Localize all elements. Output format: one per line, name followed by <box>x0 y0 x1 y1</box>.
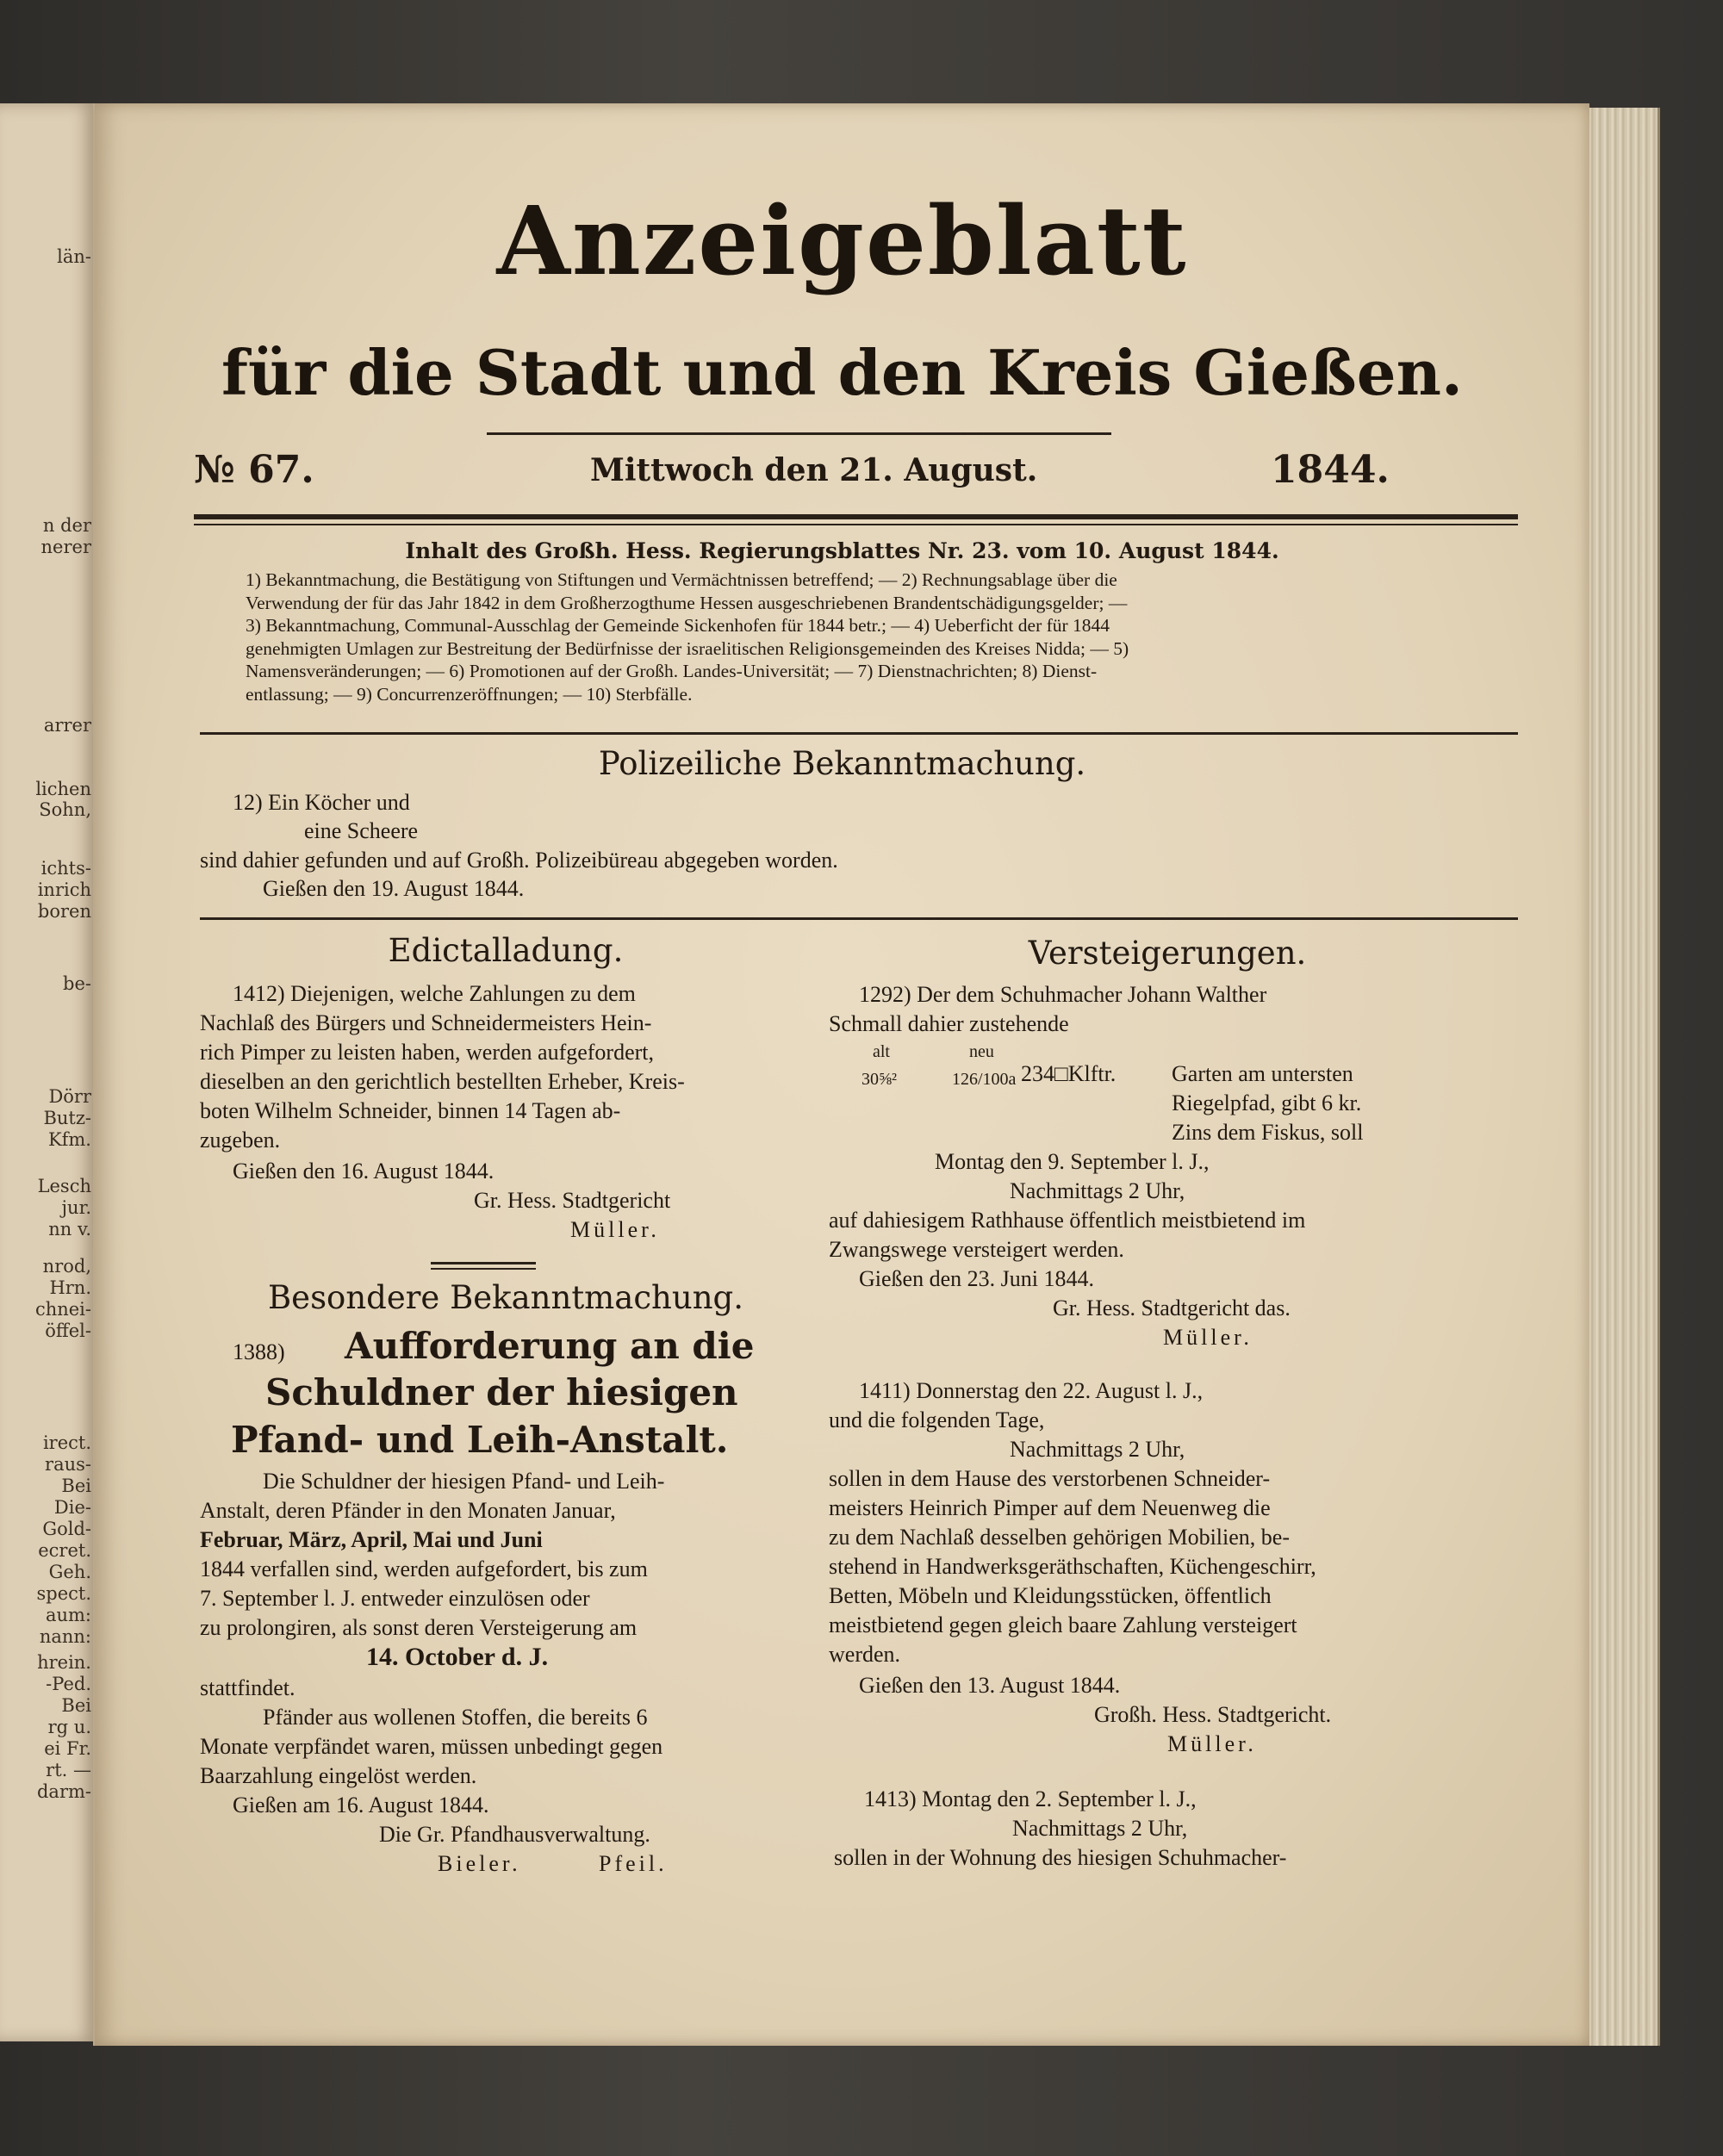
special-line: 1844 verfallen sind, werden aufgefordert, bis zum <box>200 1556 648 1581</box>
left-fragment: Bei <box>61 1695 91 1716</box>
special-line: 14. October d. J. <box>366 1643 549 1671</box>
contents-body <box>246 569 1519 705</box>
auction-line: sollen in der Wohnung des hiesigen Schuhmacher- <box>834 1845 1287 1870</box>
left-fragment: nrod, <box>42 1256 91 1277</box>
contents-line: genehmigten Umlagen zur Bestreitung der Bedürfnisse der israelitischen Religionsgemeinden des Kreises Nidda; — 5) <box>246 637 1129 659</box>
special-title-line: Pfand- und Leih-Anstalt. <box>231 1419 729 1461</box>
masthead-rule-thick <box>194 514 1518 519</box>
left-fragment: inrich <box>37 879 91 900</box>
left-fragment: Kfm. <box>47 1129 91 1150</box>
left-fragment: Hrn. <box>49 1277 91 1298</box>
left-fragment: hrein. <box>37 1652 91 1673</box>
left-fragment: Dörr <box>48 1086 91 1107</box>
police-line: eine Scheere <box>304 818 419 843</box>
auction-line: Montag den 9. September l. J., <box>935 1149 1210 1174</box>
auction-line: Gießen den 23. Juni 1844. <box>859 1266 1094 1291</box>
auction-col-label: alt <box>873 1042 890 1061</box>
issue-year: 1844. <box>1271 448 1390 492</box>
left-fragment: chnei- <box>34 1299 91 1320</box>
left-fragment: Butz- <box>43 1108 91 1128</box>
auction-line: Großh. Hess. Stadtgericht. <box>1094 1702 1332 1727</box>
left-fragment: aum: <box>45 1605 91 1625</box>
left-fragment: nn v. <box>48 1219 91 1240</box>
masthead-rule-thin <box>194 524 1518 525</box>
left-fragment: Sohn, <box>39 799 91 820</box>
special-signature: Bieler. <box>438 1851 521 1876</box>
auction-line: Gr. Hess. Stadtgericht das. <box>1053 1295 1291 1320</box>
left-fragment: Bei <box>61 1476 91 1496</box>
auction-line: Betten, Möbeln und Kleidungsstücken, öffentlich <box>829 1583 1272 1608</box>
special-line: 7. September l. J. entweder einzulösen oder <box>200 1586 590 1611</box>
special-line: Anstalt, deren Pfänder in den Monaten Januar, <box>200 1498 616 1523</box>
edictal-line: Nachlaß des Bürgers und Schneidermeisters Hein- <box>200 1010 652 1035</box>
auction-line: auf dahiesigem Rathhause öffentlich meistbietend im <box>829 1208 1306 1233</box>
police-line: 12) Ein Köcher und <box>233 790 410 815</box>
auction-line: stehend in Handwerksgeräthschaften, Küchengeschirr, <box>829 1554 1316 1579</box>
auction-line: Gießen den 13. August 1844. <box>859 1673 1121 1698</box>
left-fragment: ecret. <box>38 1540 91 1561</box>
newspaper-title: Anzeigeblatt <box>496 185 1188 296</box>
special-heading: Besondere Bekanntmachung. <box>267 1279 743 1316</box>
auction-line: 1411) Donnerstag den 22. August l. J., <box>859 1378 1204 1403</box>
contents-line: Verwendung der für das Jahr 1842 in dem Großherzogthume Hessen ausgeschriebenen Brandentschädigungsgelder; — <box>246 592 1128 613</box>
edictal-line: Gießen den 16. August 1844. <box>233 1159 495 1184</box>
auction-line: Garten am untersten <box>1172 1061 1353 1086</box>
auction-line: Zins dem Fiskus, soll <box>1172 1120 1364 1145</box>
special-line: zu prolongiren, als sonst deren Versteigerung am <box>200 1615 638 1640</box>
auction-measure: 234□Klftr. <box>1021 1061 1117 1086</box>
edictal-signature: Müller. <box>570 1217 660 1242</box>
edictal-line: boten Wilhelm Schneider, binnen 14 Tagen ab- <box>200 1098 621 1123</box>
auction-line: Nachmittags 2 Uhr, <box>1010 1178 1185 1203</box>
newspaper-page <box>93 103 1589 2046</box>
police-line: sind dahier gefunden und auf Großh. Polizeibüreau abgegeben worden. <box>200 848 838 873</box>
left-fragment: nann: <box>39 1626 91 1647</box>
edictal-line: zugeben. <box>200 1128 281 1153</box>
special-line: Februar, März, April, Mai und Juni <box>200 1527 543 1552</box>
column-divider <box>431 1262 536 1264</box>
auction-line: und die folgenden Tage, <box>829 1407 1045 1432</box>
contents-line: 3) Bekanntmachung, Communal-Ausschlag der Gemeinde Sickenhofen für 1844 betr.; — 4) Ueberficht der für 1844 <box>246 615 1110 636</box>
auction-line: 1292) Der dem Schuhmacher Johann Walther <box>859 982 1267 1007</box>
left-fragment: ichts- <box>40 858 91 879</box>
special-number: 1388) <box>233 1339 285 1364</box>
auction-signature: Müller. <box>1163 1325 1253 1350</box>
newspaper-subtitle: für die Stadt und den Kreis Gießen. <box>221 336 1463 409</box>
contents-line: Namensveränderungen; — 6) Promotionen auf der Großh. Landes-Universität; — 7) Dienstnachrichten; 8) Dienst- <box>246 661 1098 681</box>
auction-line: zu dem Nachlaß desselben gehörigen Mobilien, be- <box>829 1525 1290 1550</box>
special-line: Baarzahlung eingelöst werden. <box>200 1763 477 1788</box>
edictal-heading: Edictalladung. <box>388 932 624 969</box>
auction-line: werden. <box>829 1642 901 1667</box>
auction-signature: Müller. <box>1167 1731 1257 1756</box>
left-fragment: raus- <box>45 1454 91 1475</box>
left-fragment: darm- <box>36 1781 91 1802</box>
police-rule <box>200 917 1518 920</box>
auction-measure-new: 126/100a <box>952 1070 1017 1089</box>
police-line: Gießen den 19. August 1844. <box>263 876 525 901</box>
left-fragment: ei Fr. <box>44 1738 91 1759</box>
left-fragment: Die- <box>53 1497 91 1518</box>
auction-line: meisters Heinrich Pimper auf dem Neuenweg die <box>829 1495 1271 1520</box>
issue-date: Mittwoch den 21. August. <box>590 452 1038 488</box>
special-signature: Pfeil. <box>599 1851 668 1876</box>
edictal-line: Gr. Hess. Stadtgericht <box>474 1188 671 1213</box>
edictal-line: rich Pimper zu leisten haben, werden aufgefordert, <box>200 1040 655 1065</box>
left-fragment: lichen <box>35 779 91 799</box>
police-notice-heading: Polizeiliche Bekanntmachung. <box>598 745 1086 782</box>
left-fragment: Geh. <box>48 1562 91 1582</box>
left-fragment: spect. <box>36 1583 91 1604</box>
masthead-divider <box>487 432 1111 435</box>
special-line: Die Schuldner der hiesigen Pfand- und Leih- <box>263 1469 665 1494</box>
left-fragment: jur. <box>61 1197 91 1218</box>
left-facing-page <box>0 103 99 2041</box>
special-line: Pfänder aus wollenen Stoffen, die bereits 6 <box>263 1705 648 1730</box>
auction-line: sollen in dem Hause des verstorbenen Schneider- <box>829 1466 1271 1491</box>
left-fragment: Lesch <box>37 1176 91 1196</box>
left-fragment: län- <box>57 246 91 267</box>
special-line: stattfindet. <box>200 1675 295 1700</box>
special-title-line: Schuldner der hiesigen <box>265 1371 738 1414</box>
page-edges <box>1585 108 1660 2046</box>
left-fragment: boren <box>37 901 91 922</box>
auction-line: Nachmittags 2 Uhr, <box>1010 1437 1185 1462</box>
auction-line: meistbietend gegen gleich baare Zahlung versteigert <box>829 1612 1297 1637</box>
left-fragment: öffel- <box>45 1320 91 1341</box>
auction-col-label: neu <box>969 1042 994 1061</box>
auctions-heading: Versteigerungen. <box>1028 935 1307 972</box>
left-fragment: arrer <box>43 715 91 736</box>
auction-line: Riegelpfad, gibt 6 kr. <box>1172 1090 1362 1115</box>
left-fragment: irect. <box>42 1432 91 1453</box>
left-fragment: n der <box>42 515 91 536</box>
special-line: Monate verpfändet waren, müssen unbedingt gegen <box>200 1734 663 1759</box>
left-fragment: nerer <box>40 537 91 557</box>
auction-line: Schmall dahier zustehende <box>829 1011 1069 1036</box>
auction-line: Zwangswege versteigert werden. <box>829 1237 1124 1262</box>
left-fragment: rg u. <box>47 1717 91 1737</box>
contents-line: 1) Bekanntmachung, die Bestätigung von Stiftungen und Vermächtnissen betreffend; — 2) Rechnungsablage über die <box>246 569 1117 590</box>
auction-line: 1413) Montag den 2. September l. J., <box>864 1786 1197 1811</box>
column-divider <box>431 1268 536 1270</box>
auction-measure-old: 30⅝² <box>862 1070 897 1089</box>
contents-line: entlassung; — 9) Concurrenzeröffnungen; — 10) Sterbfälle. <box>246 683 693 705</box>
left-fragment: Gold- <box>42 1519 91 1539</box>
special-title-line: Aufforderung an die <box>345 1325 755 1367</box>
contents-heading: Inhalt des Großh. Hess. Regierungsblattes Nr. 23. vom 10. August 1844. <box>405 538 1279 563</box>
contents-rule <box>200 732 1518 735</box>
edictal-line: 1412) Diejenigen, welche Zahlungen zu dem <box>233 981 636 1006</box>
left-fragment: -Ped. <box>46 1674 91 1694</box>
auction-line: Nachmittags 2 Uhr, <box>1012 1816 1188 1841</box>
special-line: Gießen am 16. August 1844. <box>233 1793 489 1817</box>
left-fragment: be- <box>63 973 91 994</box>
special-line: Die Gr. Pfandhausverwaltung. <box>379 1822 650 1847</box>
issue-number: № 67. <box>194 448 314 492</box>
left-fragment: rt. — <box>46 1760 91 1780</box>
edictal-line: dieselben an den gerichtlich bestellten Erheber, Kreis- <box>200 1069 685 1094</box>
